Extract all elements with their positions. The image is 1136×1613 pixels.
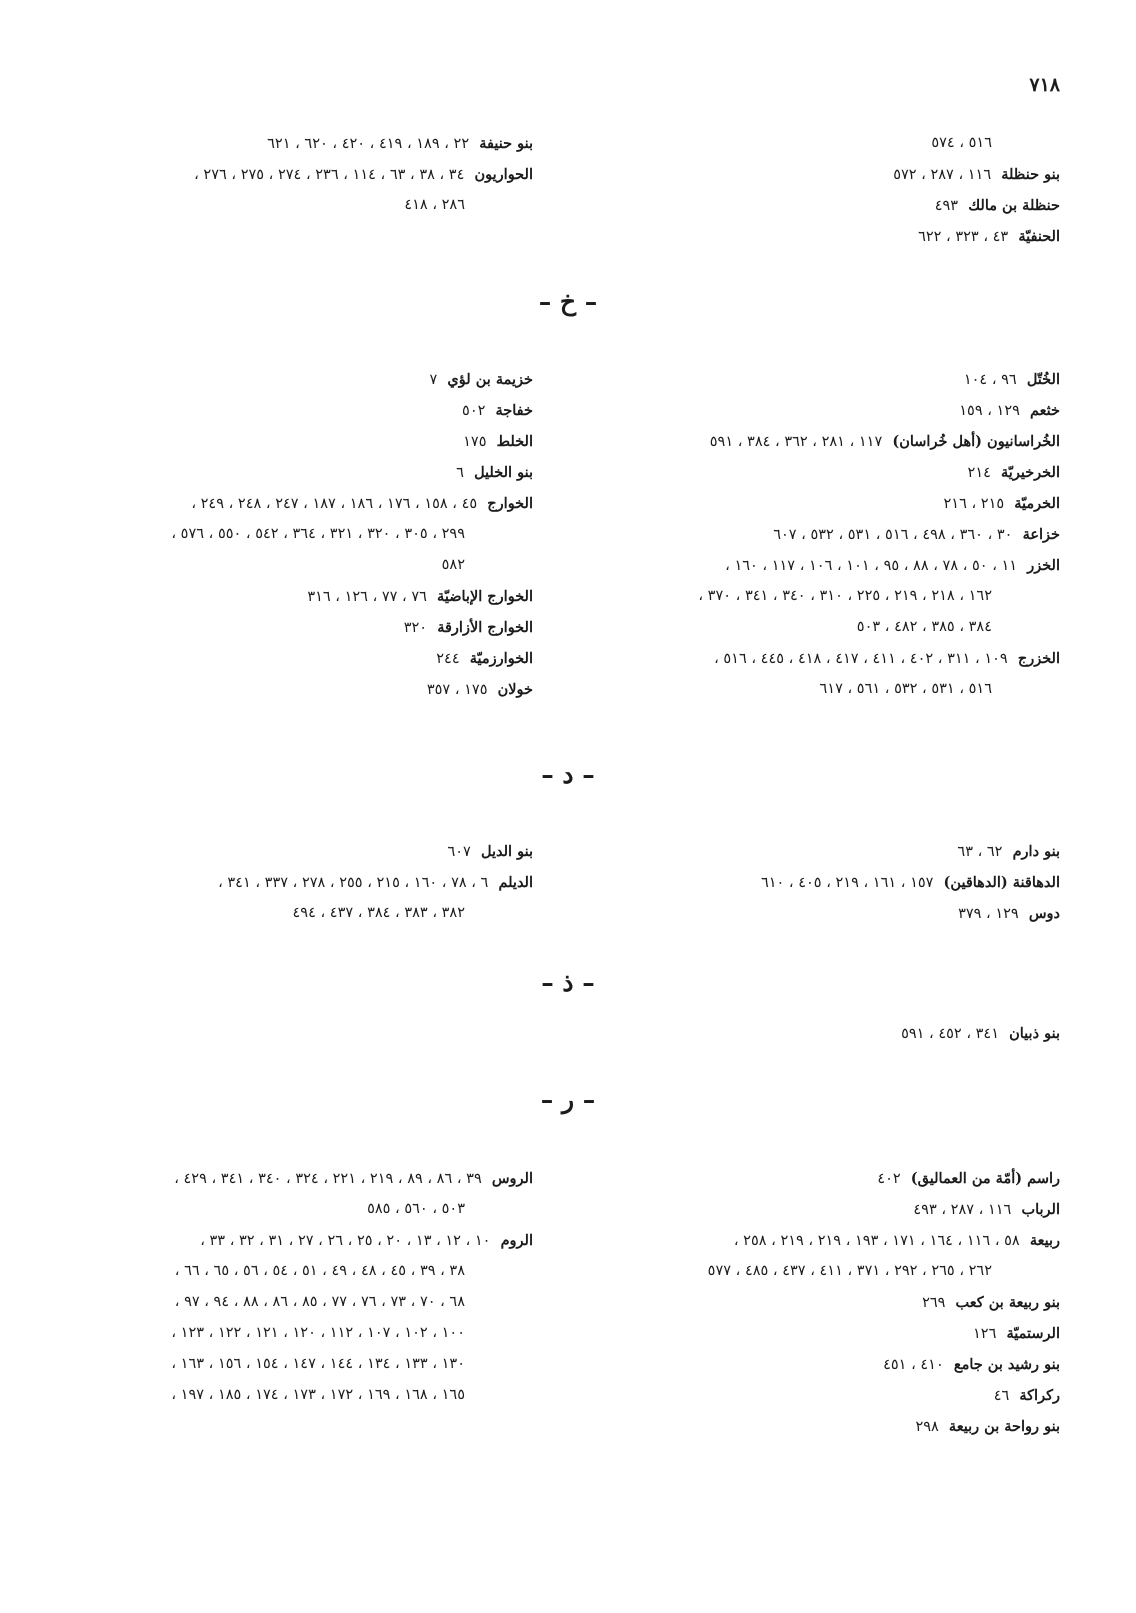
entry-page-refs: ٦ ، ٧٨ ، ١٦٠ ، ٢١٥ ، ٢٥٥ ، ٢٧٨ ، ٣٣٧ ، ٣٤١ ،	[218, 875, 489, 891]
index-entry	[48, 674, 533, 705]
entry-name: بنو رواحة بن ربيعة	[948, 1418, 1060, 1435]
entry-page-refs: ١٧٥ ، ٣٥٧	[426, 682, 488, 698]
entry-name: الخُتّل	[1026, 371, 1060, 388]
entry-page-refs: ١٠٩ ، ٣١١ ، ٤٠٢ ، ٤١١ ، ٤١٧ ، ٤١٨ ، ٤٤٥ ، ٥١٦ ،	[714, 651, 1008, 667]
index-entry	[48, 1163, 533, 1194]
entry-page-refs: ٢١٥ ، ٢١٦	[943, 496, 1005, 512]
section-heading: – خ –	[538, 287, 598, 316]
index-entry	[540, 1194, 1060, 1225]
entry-name: خفاجة	[495, 402, 533, 419]
entry-page-refs: ١٣٠ ، ١٣٣ ، ١٣٤ ، ١٤٤ ، ١٤٧ ، ١٥٤ ، ١٥٦ ، ١٦٣ ،	[171, 1356, 465, 1372]
entry-page-refs: ٤١٠ ، ٤٥١	[883, 1357, 944, 1373]
entry-page-refs: ٥٠٢	[462, 403, 486, 419]
index-entry	[540, 159, 1060, 190]
entry-page-refs: ٤٣ ، ٣٢٣ ، ٦٢٢	[918, 229, 1009, 245]
section-heading: – د –	[541, 760, 595, 789]
index-entry	[540, 1163, 1060, 1194]
entry-page-refs: ٥٠٣ ، ٥٦٠ ، ٥٨٥	[367, 1201, 465, 1217]
index-entry-continuation	[540, 674, 1060, 705]
index-entry-continuation	[48, 1349, 533, 1380]
entry-page-refs: ٣٨٤ ، ٣٨٥ ، ٤٨٢ ، ٥٠٣	[856, 619, 992, 635]
entry-name: خزيمة بن لؤي	[447, 371, 533, 388]
index-entry	[48, 1225, 533, 1256]
right-column	[540, 128, 1060, 252]
right-column	[540, 364, 1060, 705]
index-entry	[540, 1287, 1060, 1318]
index-entry	[540, 1349, 1060, 1380]
left-column	[48, 128, 533, 221]
entry-page-refs: ١٠٠ ، ١٠٢ ، ١٠٧ ، ١١٢ ، ١٢٠ ، ١٢١ ، ١٢٢ ، ١٢٣ ،	[171, 1325, 465, 1341]
entry-name: الروم	[500, 1232, 533, 1249]
index-entry	[540, 221, 1060, 252]
index-entry-continuation	[48, 1194, 533, 1225]
entry-page-refs: ٢٨٦ ، ٤١٨	[404, 197, 465, 213]
entry-name: الخُراسانيون (أهل خُراسان)	[892, 433, 1060, 450]
entry-name: بنو دارم	[1012, 843, 1060, 860]
index-entry	[48, 128, 533, 159]
entry-name: ربيعة	[1029, 1232, 1060, 1249]
entry-page-refs: ٦٨ ، ٧٠ ، ٧٣ ، ٧٦ ، ٧٧ ، ٨٥ ، ٨٦ ، ٨٨ ، ٩٤ ، ٩٧ ،	[174, 1294, 465, 1310]
index-entry	[540, 1380, 1060, 1411]
entry-page-refs: ١١٦ ، ٢٨٧ ، ٥٧٢	[893, 167, 992, 183]
index-entry	[48, 159, 533, 190]
entry-name: راسم (أمّة من العماليق)	[910, 1170, 1060, 1187]
section-heading: – ذ –	[541, 968, 595, 997]
index-entry	[540, 1225, 1060, 1256]
entry-page-refs: ٣٨ ، ٣٩ ، ٤٥ ، ٤٨ ، ٤٩ ، ٥١ ، ٥٤ ، ٥٦ ، ٦٥ ، ٦٦ ،	[174, 1263, 465, 1279]
entry-name: خولان	[497, 681, 533, 698]
entry-page-refs: ١٢٩ ، ١٥٩	[959, 403, 1020, 419]
index-entry	[540, 1018, 1060, 1049]
entry-name: بنو رشيد بن جامع	[953, 1356, 1060, 1373]
index-entry	[540, 643, 1060, 674]
entry-name: بنو ذبيان	[1009, 1025, 1060, 1042]
entry-name: بنو الخليل	[474, 464, 533, 481]
entry-name: الرباب	[1021, 1201, 1060, 1218]
entry-page-refs: ٣٨٢ ، ٣٨٣ ، ٣٨٤ ، ٤٣٧ ، ٤٩٤	[292, 905, 465, 921]
entry-page-refs: ٣٤١ ، ٤٥٢ ، ٥٩١	[901, 1026, 999, 1042]
entry-page-refs: ٣٩ ، ٨٦ ، ٨٩ ، ٢١٩ ، ٢٢١ ، ٣٢٤ ، ٣٤٠ ، ٣٤١ ، ٤٢٩ ،	[174, 1171, 482, 1187]
entry-name: بنو الديل	[480, 843, 533, 860]
index-entry	[48, 457, 533, 488]
page-number: ٧١٨	[1029, 74, 1060, 96]
entry-page-refs: ١١٦ ، ٢٨٧ ، ٤٩٣	[913, 1202, 1012, 1218]
index-entry	[540, 550, 1060, 581]
entry-page-refs: ٥١٦ ، ٥٧٤	[931, 135, 992, 151]
index-entry	[48, 612, 533, 643]
index-entry	[540, 190, 1060, 221]
entry-name: الدهاقنة (الدهاقين)	[943, 874, 1060, 891]
entry-page-refs: ٧٦ ، ٧٧ ، ١٢٦ ، ٣١٦	[307, 589, 427, 605]
entry-name: الرستميّة	[1006, 1325, 1060, 1342]
entry-name: الخزرج	[1017, 650, 1060, 667]
index-entry-continuation	[48, 1380, 533, 1411]
right-column	[540, 836, 1060, 929]
index-entry	[540, 395, 1060, 426]
entry-page-refs: ١٢٦	[973, 1326, 997, 1342]
entry-name: الديلم	[498, 874, 533, 891]
entry-name: خثعم	[1030, 402, 1060, 419]
entry-name: الخلط	[496, 433, 533, 450]
entry-page-refs: ٣٠ ، ٣٦٠ ، ٤٩٨ ، ٥١٦ ، ٥٣١ ، ٥٣٢ ، ٦٠٧	[773, 527, 1013, 543]
entry-name: الحواريون	[474, 166, 533, 183]
entry-name: الخوارج الإباضيّة	[437, 588, 533, 605]
index-entry-continuation	[540, 612, 1060, 643]
entry-name: الخوارج	[487, 495, 533, 512]
entry-name: خزاعة	[1022, 526, 1060, 543]
entry-page-refs: ٥١٦ ، ٥٣١ ، ٥٣٢ ، ٥٦١ ، ٦١٧	[819, 681, 992, 697]
entry-page-refs: ١٠ ، ١٢ ، ١٣ ، ٢٠ ، ٢٥ ، ٢٦ ، ٢٧ ، ٣١ ، ٣٢ ، ٣٣ ،	[200, 1233, 491, 1249]
index-entry	[48, 581, 533, 612]
entry-name: الخوارزميّة	[469, 650, 533, 667]
entry-page-refs: ٩٦ ، ١٠٤	[963, 372, 1017, 388]
index-entry	[540, 457, 1060, 488]
entry-page-refs: ٢٩٨	[915, 1419, 939, 1435]
right-column	[540, 1163, 1060, 1442]
entry-page-refs: ٢٦٩	[922, 1295, 946, 1311]
entry-page-refs: ٦٠٧	[447, 844, 471, 860]
entry-page-refs: ١٥٧ ، ١٦١ ، ٢١٩ ، ٤٠٥ ، ٦١٠	[760, 875, 934, 891]
entry-name: بنو حنيفة	[479, 135, 533, 152]
right-column	[540, 1018, 1060, 1049]
entry-page-refs: ٦	[456, 465, 464, 481]
entry-page-refs: ١١٧ ، ٢٨١ ، ٣٦٢ ، ٣٨٤ ، ٥٩١	[709, 434, 883, 450]
entry-name: حنظلة بن مالك	[968, 197, 1060, 214]
entry-name: الخرخيريّة	[1001, 464, 1060, 481]
index-entry	[48, 488, 533, 519]
index-entry	[540, 426, 1060, 457]
index-entry-continuation	[48, 898, 533, 929]
index-entry-continuation	[48, 1256, 533, 1287]
entry-page-refs: ٢٦٢ ، ٢٦٥ ، ٢٩٢ ، ٣٧١ ، ٤١١ ، ٤٣٧ ، ٤٨٥ ، ٥٧٧	[707, 1263, 992, 1279]
entry-page-refs: ٢٩٩ ، ٣٠٥ ، ٣٢٠ ، ٣٢١ ، ٣٦٤ ، ٥٤٢ ، ٥٥٠ ، ٥٧٦ ،	[171, 526, 465, 542]
index-entry	[540, 867, 1060, 898]
entry-name: الخوارج الأزارقة	[437, 619, 533, 636]
entry-page-refs: ٥٨٢	[441, 557, 465, 573]
entry-page-refs: ٢٢ ، ١٨٩ ، ٤١٩ ، ٤٢٠ ، ٦٢٠ ، ٦٢١	[267, 136, 470, 152]
entry-page-refs: ٣٤ ، ٣٨ ، ٦٣ ، ١١٤ ، ٢٣٦ ، ٢٧٤ ، ٢٧٥ ، ٢٧٦ ،	[194, 167, 465, 183]
index-entry	[48, 867, 533, 898]
index-entry	[540, 1411, 1060, 1442]
index-entry-continuation	[48, 190, 533, 221]
left-column	[48, 364, 533, 705]
index-entry-continuation	[48, 550, 533, 581]
entry-page-refs: ١١ ، ٥٠ ، ٧٨ ، ٨٨ ، ٩٥ ، ١٠١ ، ١٠٦ ، ١١٧ ، ١٦٠ ،	[725, 558, 1018, 574]
index-entry-continuation	[48, 1287, 533, 1318]
index-entry	[540, 364, 1060, 395]
index-entry	[48, 426, 533, 457]
entry-page-refs: ٤٥ ، ١٥٨ ، ١٧٦ ، ١٨٦ ، ١٨٧ ، ٢٤٧ ، ٢٤٨ ، ٢٤٩ ،	[191, 496, 478, 512]
index-entry	[540, 519, 1060, 550]
entry-page-refs: ٤٩٣	[934, 198, 959, 214]
index-entry	[48, 364, 533, 395]
index-entry	[48, 836, 533, 867]
index-entry	[540, 898, 1060, 929]
entry-page-refs: ٦٢ ، ٦٣	[957, 844, 1003, 860]
entry-page-refs: ٢٤٤	[436, 651, 460, 667]
index-entry-continuation	[48, 519, 533, 550]
entry-name: الخزر	[1027, 557, 1060, 574]
entry-name: بنو ربيعة بن كعب	[955, 1294, 1060, 1311]
entry-page-refs: ٤٠٢	[877, 1171, 901, 1187]
entry-name: الروس	[491, 1170, 533, 1187]
entry-name: دوس	[1028, 905, 1060, 922]
entry-name: الخرميّة	[1014, 495, 1060, 512]
index-entry-continuation	[540, 581, 1060, 612]
entry-name: الحنفيّة	[1018, 228, 1060, 245]
entry-page-refs: ٥٨ ، ١١٦ ، ١٦٤ ، ١٧١ ، ١٩٣ ، ٢١٩ ، ٢١٩ ، ٢٥٨ ،	[733, 1233, 1020, 1249]
entry-page-refs: ١٧٥	[463, 434, 487, 450]
entry-page-refs: ١٦٢ ، ٢١٨ ، ٢١٩ ، ٢٢٥ ، ٣١٠ ، ٣٤٠ ، ٣٤١ ، ٣٧٠ ،	[698, 588, 992, 604]
index-entry	[48, 643, 533, 674]
index-entry	[540, 488, 1060, 519]
entry-page-refs: ٧	[429, 372, 438, 388]
index-entry	[48, 395, 533, 426]
index-entry	[540, 836, 1060, 867]
entry-page-refs: ٢١٤	[967, 465, 991, 481]
entry-name: بنو حنظلة	[1001, 166, 1060, 183]
entry-page-refs: ١٢٩ ، ٣٧٩	[958, 906, 1019, 922]
index-entry-continuation	[540, 128, 1060, 159]
entry-page-refs: ١٦٥ ، ١٦٨ ، ١٦٩ ، ١٧٢ ، ١٧٣ ، ١٧٤ ، ١٨٥ ، ١٩٧ ،	[171, 1387, 465, 1403]
index-entry-continuation	[48, 1318, 533, 1349]
entry-page-refs: ٤٦	[993, 1388, 1010, 1404]
section-heading: – ر –	[540, 1085, 596, 1114]
entry-name: ركراكة	[1019, 1387, 1060, 1404]
entry-page-refs: ٣٢٠	[403, 620, 428, 636]
index-entry-continuation	[540, 1256, 1060, 1287]
left-column	[48, 1163, 533, 1411]
index-entry	[540, 1318, 1060, 1349]
left-column	[48, 836, 533, 929]
